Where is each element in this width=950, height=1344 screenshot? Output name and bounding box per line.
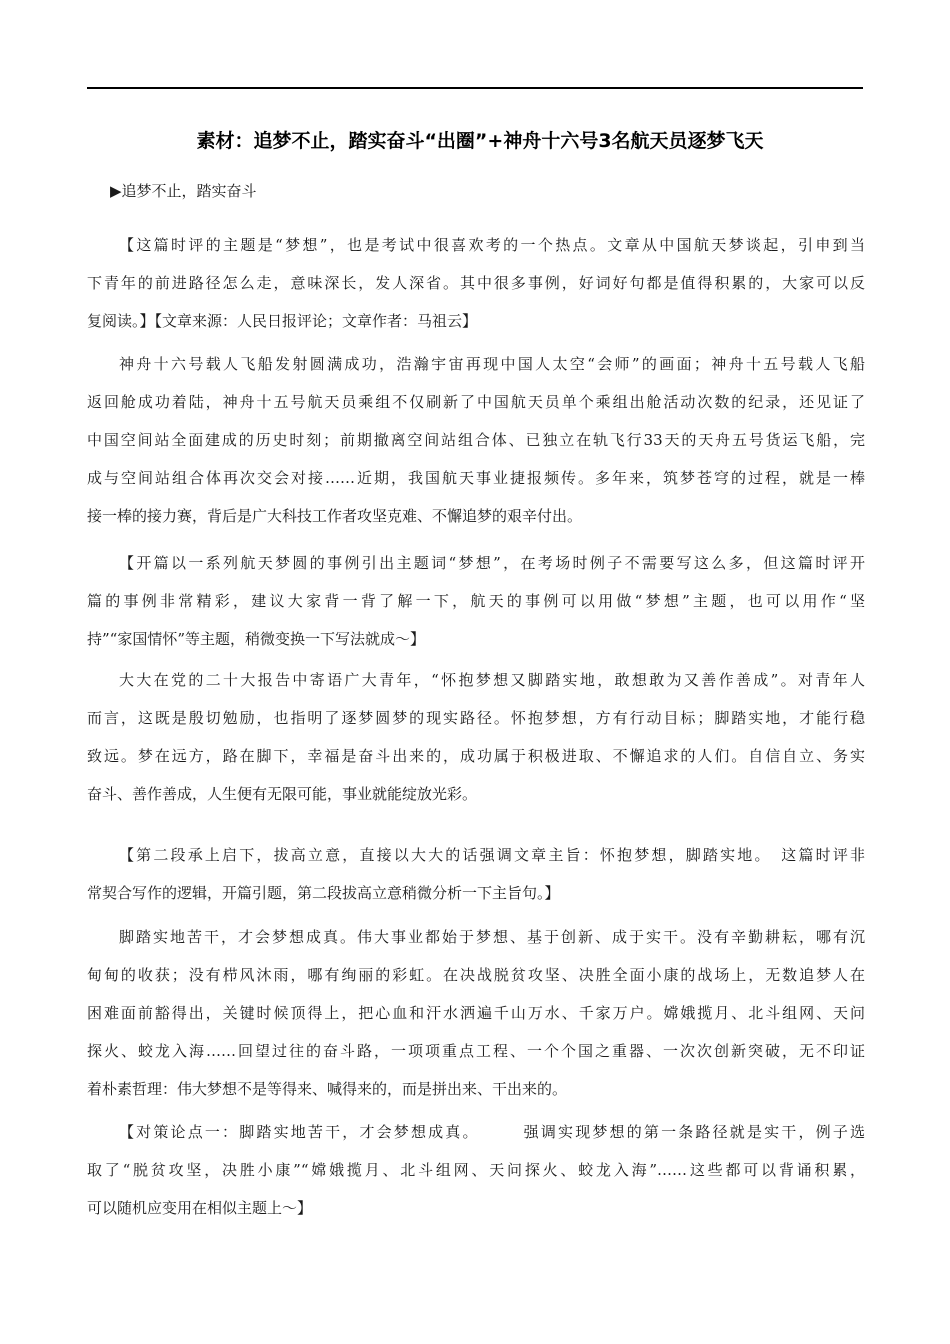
paragraph-commentary-2	[87, 544, 865, 658]
paragraph-line: 接一棒的接力赛，背后是广大科技工作者攻坚克难、不懈追梦的艰辛付出。	[87, 507, 583, 525]
paragraph-line: 复阅读。】【文章来源：人民日报评论；文章作者：马祖云】	[87, 312, 478, 330]
paragraph-line: 甸甸的收获；没有栉风沐雨，哪有绚丽的彩虹。在决战脱贫攻坚、决胜全面小康的战场上，无数追梦人在	[87, 966, 865, 984]
document-title: 素材：追梦不止，踏实奋斗“出圈”+神舟十六号3名航天员逐梦飞天	[196, 130, 764, 152]
paragraph-line: 困难面前豁得出，关键时候顶得上，把心血和汗水洒遍千山万水、千家万户。嫦娥揽月、北斗组网、天问	[87, 1004, 865, 1022]
paragraph-line: 奋斗、善作善成，人生便有无限可能，事业就能绽放光彩。	[87, 785, 478, 803]
subheading-text: 追梦不止，踏实奋斗	[121, 182, 257, 200]
triangle-bullet-icon: ▶	[110, 182, 122, 200]
paragraph-line: 脚踏实地苦干，才会梦想成真。伟大事业都始于梦想、基于创新、成于实干。没有辛勤耕耘，哪有沉	[119, 928, 865, 946]
paragraph-line: 大大在党的二十大报告中寄语广大青年，“怀抱梦想又脚踏实地，敢想敢为又善作善成”。对青年人	[119, 671, 865, 689]
paragraph-line: 神舟十六号载人飞船发射圆满成功，浩瀚宇宙再现中国人太空“会师”的画面；神舟十五号载人飞船	[119, 355, 865, 373]
paragraph-line: 常契合写作的逻辑，开篇引题，第二段拔高立意稍微分析一下主旨句。】	[87, 884, 560, 902]
paragraph-body-1	[87, 345, 865, 535]
paragraph-line: 持”“家国情怀”等主题，稍微变换一下写法就成～】	[87, 630, 426, 648]
paragraph-line: 中国空间站全面建成的历史时刻；前期撤离空间站组合体、已独立在轨飞行33天的天舟五号货运飞船，完	[87, 431, 865, 449]
paragraph-commentary-4	[87, 1113, 865, 1227]
paragraph-line: 【第二段承上启下，拔高立意，直接以大大的话强调文章主旨：怀抱梦想，脚踏实地。 这篇时评非	[119, 846, 865, 864]
paragraph-commentary-3	[87, 836, 865, 912]
paragraph-line: 探火、蛟龙入海……回望过往的奋斗路，一项项重点工程、一个个国之重器、一次次创新突破，无不印证	[87, 1042, 865, 1060]
subheading	[110, 179, 257, 203]
paragraph-body-2	[87, 661, 865, 813]
paragraph-line: 返回舱成功着陆，神舟十五号航天员乘组不仅刷新了中国航天员单个乘组出舱活动次数的纪录，还见证了	[87, 393, 865, 411]
header-rule	[87, 87, 863, 89]
paragraph-body-3	[87, 918, 865, 1108]
paragraph-line: 着朴素哲理：伟大梦想不是等得来、喊得来的，而是拼出来、干出来的。	[87, 1080, 568, 1098]
paragraph-line: 【这篇时评的主题是“梦想”，也是考试中很喜欢考的一个热点。文章从中国航天梦谈起，引申到当	[119, 236, 865, 254]
paragraph-line: 取了“脱贫攻坚，决胜小康”“嫦娥揽月、北斗组网、天问探火、蛟龙入海”……这些都可以背诵积累，	[87, 1161, 865, 1179]
paragraph-line: 【对策论点一：脚踏实地苦干，才会梦想成真。 强调实现梦想的第一条路径就是实干，例子选	[119, 1123, 865, 1141]
paragraph-commentary-intro	[87, 226, 865, 340]
paragraph-line: 【开篇以一系列航天梦圆的事例引出主题词“梦想”，在考场时例子不需要写这么多，但这篇时评开	[119, 554, 865, 572]
paragraph-line: 致远。梦在远方，路在脚下，幸福是奋斗出来的，成功属于积极进取、不懈追求的人们。自信自立、务实	[87, 747, 865, 765]
paragraph-line: 可以随机应变用在相似主题上～】	[87, 1199, 313, 1217]
paragraph-line: 下青年的前进路径怎么走，意味深长，发人深省。其中很多事例，好词好句都是值得积累的，大家可以反	[87, 274, 865, 292]
paragraph-line: 成与空间站组合体再次交会对接……近期，我国航天事业捷报频传。多年来，筑梦苍穹的过程，就是一棒	[87, 469, 865, 487]
paragraph-line: 而言，这既是殷切勉励，也指明了逐梦圆梦的现实路径。怀抱梦想，方有行动目标；脚踏实地，才能行稳	[87, 709, 865, 727]
paragraph-line: 篇的事例非常精彩，建议大家背一背了解一下，航天的事例可以用做“梦想”主题，也可以用作“坚	[87, 592, 865, 610]
